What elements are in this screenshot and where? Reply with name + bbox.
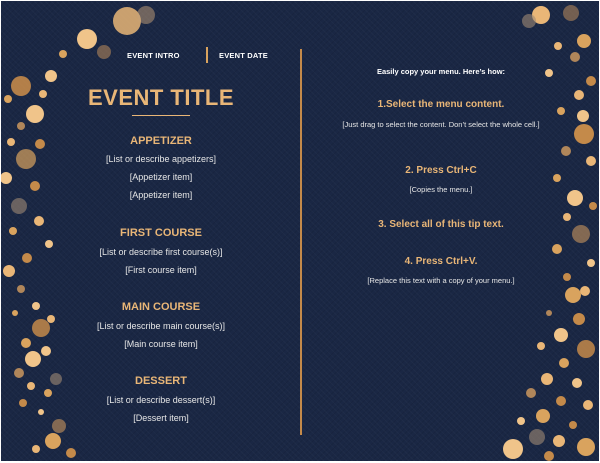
title-underline: [132, 115, 190, 116]
tab-divider: [206, 47, 208, 63]
section-heading-dessert: DESSERT: [135, 375, 187, 387]
section-heading-first-course: FIRST COURSE: [120, 227, 202, 239]
section-heading-appetizer: APPETIZER: [130, 135, 192, 147]
tip-step-note: [Replace this text with a copy of your menu.]: [367, 276, 515, 285]
tip-step-heading: 2. Press Ctrl+C: [405, 165, 477, 176]
tab-event-date[interactable]: EVENT DATE: [219, 51, 268, 60]
section-heading-main-course: MAIN COURSE: [121, 301, 201, 313]
menu-item: [Appetizer item]: [129, 172, 193, 182]
menu-item: [First course item]: [125, 265, 197, 275]
menu-item: [Dessert item]: [133, 413, 189, 423]
tip-step-note: [Copies the menu.]: [409, 185, 473, 194]
tips-intro: Easily copy your menu. Here’s how:: [376, 67, 506, 76]
tip-step-note: [Just drag to select the content. Don’t select the whole cell.]: [342, 120, 540, 129]
menu-page: [1, 1, 599, 461]
menu-item: [Main course item]: [124, 339, 198, 349]
menu-item: [List or describe dessert(s)]: [106, 395, 216, 405]
menu-item: [List or describe first course(s)]: [99, 247, 223, 257]
menu-item: [Appetizer item]: [129, 190, 193, 200]
column-divider: [300, 49, 302, 435]
menu-item: [List or describe appetizers]: [105, 154, 217, 164]
tab-event-intro[interactable]: EVENT INTRO: [127, 51, 180, 60]
tip-step-heading: 1.Select the menu content.: [377, 99, 505, 110]
tip-step-heading: 3. Select all of this tip text.: [378, 219, 504, 230]
event-title: EVENT TITLE: [87, 85, 235, 110]
menu-item: [List or describe main course(s)]: [96, 321, 226, 331]
tip-step-heading: 4. Press Ctrl+V.: [404, 256, 478, 267]
